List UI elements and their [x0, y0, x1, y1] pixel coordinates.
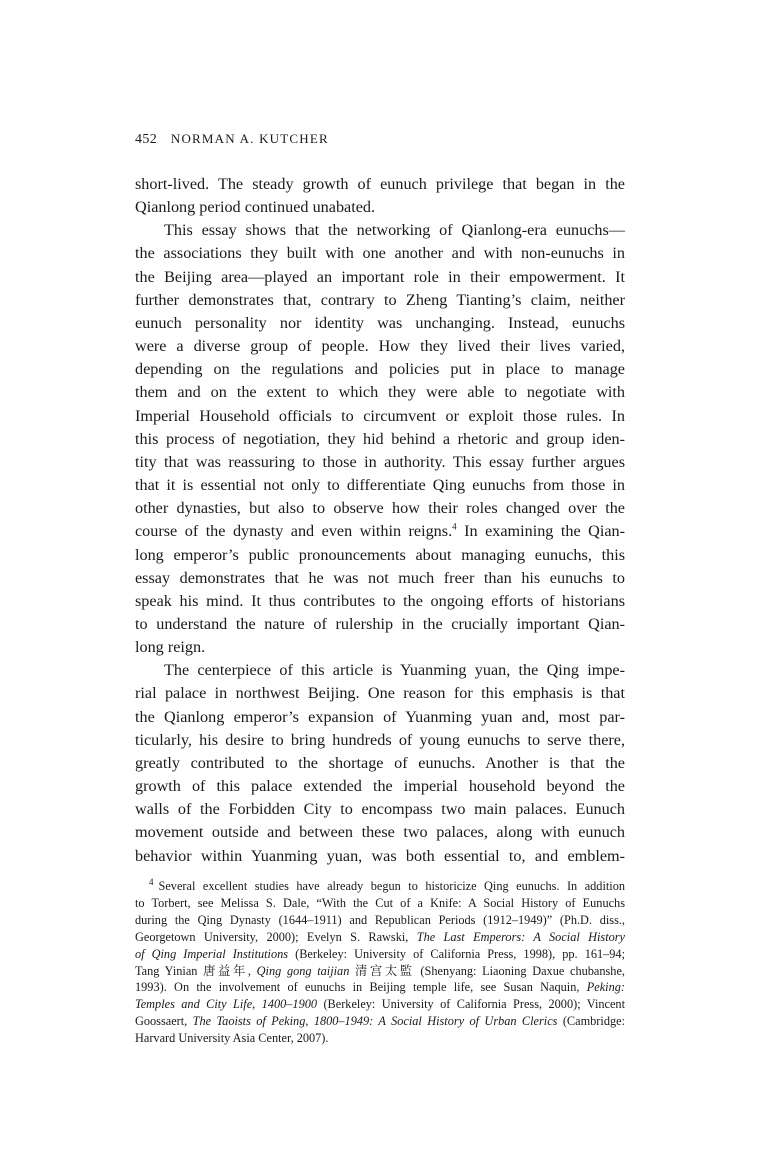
- footnote-line: Goossaert, The Taoists of Peking, 1800–1949: A Social History of Urban Clerics (Cambridge:: [135, 1014, 625, 1029]
- running-head-author: NORMAN A. KUTCHER: [170, 131, 329, 146]
- footnote-line: $^4$ Several excellent studies have already begun to historicize Qing eunuchs. In addition: [149, 876, 625, 893]
- body-line: short-lived. The steady growth of eunuch privilege that began in the: [135, 175, 625, 193]
- body-line: further demonstrates that, contrary to Zheng Tianting’s claim, neither: [135, 290, 625, 309]
- body-line: to understand the nature of rulership in the crucially important Qian-: [135, 614, 625, 633]
- body-line: depending on the regulations and policies put in place to manage: [135, 360, 625, 379]
- body-line: behavior within Yuanming yuan, was both essential to, and emblem-: [135, 846, 625, 865]
- footnote-line: during the Qing Dynasty (1644–1911) and Republican Periods (1912–1949)” (Ph.D. diss.,: [135, 912, 625, 927]
- running-header: [135, 131, 329, 148]
- body-line: the associations they built with one another and with non-eunuchs in: [135, 244, 625, 263]
- body-line: other dynasties, but also to observe how their roles changed over the: [135, 499, 625, 518]
- body-line: growth of this palace extended the imperial household beyond the: [135, 777, 625, 796]
- body-line: greatly contributed to the shortage of eunuchs. Another is that the: [135, 753, 625, 772]
- body-line: them and on the extent to which they were able to negotiate with: [135, 383, 625, 402]
- footnotes: [135, 878, 625, 1047]
- body-line: rial palace in northwest Beijing. One reason for this emphasis is that: [135, 684, 625, 703]
- body-line: long reign.: [135, 638, 206, 657]
- body-line: essay demonstrates that he was not much freer than his eunuchs to: [135, 568, 625, 587]
- body-line: Qianlong period continued unabated.: [135, 198, 376, 217]
- body-line: this process of negotiation, they hid behind a rhetoric and group iden-: [135, 429, 625, 448]
- body-line: were a diverse group of people. How they lived their lives varied,: [135, 337, 625, 356]
- body-line: tity that was reassuring to those in authority. This essay further argues: [135, 452, 625, 471]
- body-line: This essay shows that the networking of Qianlong-era eunuchs—: [164, 221, 625, 240]
- body-line: eunuch personality nor identity was unchanging. Instead, eunuchs: [135, 313, 625, 332]
- footnote-line: to Torbert, see Melissa S. Dale, “With the Cut of a Knife: A Social History of Eunuchs: [135, 895, 625, 910]
- footnote-line: Tang Yinian 唐益年, Qing gong taijian 清宫太監 (Shenyang: Liaoning Daxue chubanshe,: [135, 963, 625, 978]
- footnote-line: Harvard University Asia Center, 2007).: [135, 1031, 329, 1046]
- body-line: Imperial Household officials to circumvent or exploit those rules. In: [135, 406, 625, 425]
- page-number: 452: [135, 132, 158, 147]
- body-line: speak his mind. It thus contributes to the ongoing efforts of historians: [135, 591, 625, 610]
- body-line: walls of the Forbidden City to encompass two main palaces. Eunuch: [135, 800, 625, 819]
- footnote-line: 1993). On the involvement of eunuchs in Beijing temple life, see Susan Naquin, Peking:: [135, 980, 625, 995]
- body-line: the Beijing area—played an important role in their empowerment. It: [135, 267, 625, 286]
- body-line: movement outside and between these two palaces, along with eunuch: [135, 823, 625, 842]
- footnote-ref[interactable]: 4: [452, 521, 457, 532]
- footnote-line: Temples and City Life, 1400–1900 (Berkeley: University of California Press, 2000); Vincent: [135, 997, 625, 1012]
- footnote-line: of Qing Imperial Institutions (Berkeley: University of California Press, 1998), pp. 161–94;: [135, 946, 625, 961]
- footnote-marker: 4: [149, 876, 154, 887]
- body-text: [135, 173, 625, 868]
- footnote-line: Georgetown University, 2000); Evelyn S. Rawski, The Last Emperors: A Social History: [135, 929, 626, 944]
- body-line: long emperor’s public pronouncements about managing eunuchs, this: [135, 545, 625, 564]
- body-line: The centerpiece of this article is Yuanming yuan, the Qing impe-: [164, 661, 625, 680]
- body-line: ticularly, his desire to bring hundreds of young eunuchs to serve there,: [135, 730, 625, 749]
- body-line: the Qianlong emperor’s expansion of Yuanming yuan and, most par-: [135, 707, 625, 726]
- body-line: that it is essential not only to differentiate Qing eunuchs from those in: [135, 476, 625, 495]
- body-line: course of the dynasty and even within reigns.$^4$ In examining the Qian-: [135, 521, 625, 541]
